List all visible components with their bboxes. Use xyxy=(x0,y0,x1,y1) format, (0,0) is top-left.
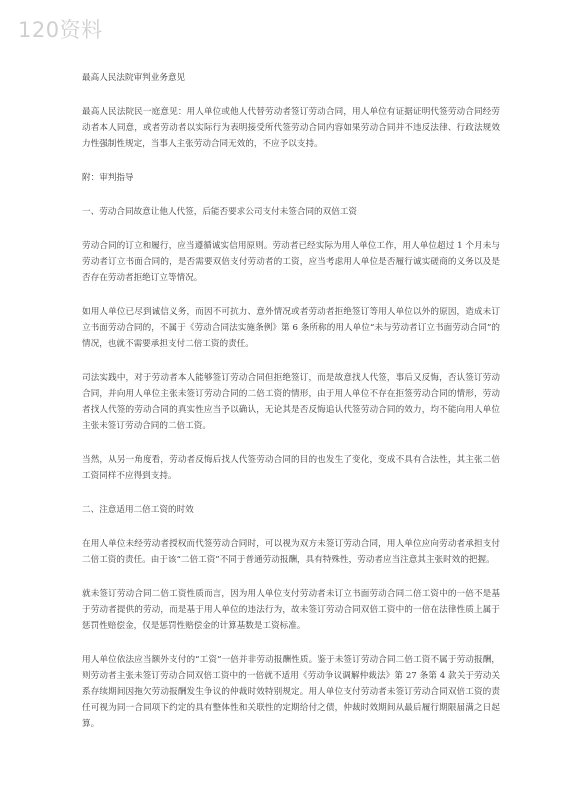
section-2-paragraph-2: 就未签订劳动合同二倍工资性质而言，因为用人单位支付劳动者未订立书面劳动合同二倍工资中的一倍不是基于劳动者提供的劳动，而是基于用人单位的违法行为，故未签订劳动合同双倍工资中的一倍在法律性质上属于惩罚性赔偿金，仅是惩罚性赔偿金的计算基数是工资标准。 xyxy=(82,589,500,631)
watermark-logo: 120资料 xyxy=(18,18,103,42)
opinion-paragraph: 最高人民法院民一庭意见：用人单位或他人代替劳动者签订劳动合同，用人单位有证据证明代签劳动合同经劳动者本人同意，或者劳动者以实际行为表明接受所代签劳动合同内容如果劳动合同并不违反法律、行政法规效力性强制性规定，当事人主张劳动合同无效的，不应予以支持。 xyxy=(82,107,500,149)
section-1-paragraph-4: 当然，从另一角度看，劳动者反悔后找人代签劳动合同的目的也发生了变化，变成不具有合法性，其主张二倍工资同样不应得到支持。 xyxy=(82,455,500,481)
section-1-paragraph-2: 如用人单位已尽到诚信义务，而因不可抗力、意外情况或者劳动者拒绝签订等用人单位以外的原因，造成未订立书面劳动合同的，不属于《劳动合同法实施条例》第 6 条所称的用人单位“未与劳动者订立书面劳动合同”的情况，也就不需要承担支付二倍工资的责任。 xyxy=(82,307,500,349)
document-title: 最高人民法院审判业务意见 xyxy=(82,73,186,83)
section-2-heading: 二、注意适用二倍工资的时效 xyxy=(82,505,194,515)
document-page xyxy=(82,70,500,750)
guide-label: 附：审判指导 xyxy=(82,173,134,183)
section-1-paragraph-3: 司法实践中，对于劳动者本人能够签订劳动合同但拒绝签订，而是故意找人代签，事后又反悔，否认签订劳动合同，并向用人单位主张未签订劳动合同的二倍工资的情形，由于用人单位不存在拒签劳动合同的情形，劳动者找人代签的劳动合同的真实性应当予以确认，无论其是否反悔追认代签劳动合同的效力，均不能向用人单位主张未签订劳动合同的二倍工资。 xyxy=(82,373,500,431)
section-2-paragraph-1: 在用人单位未经劳动者授权而代签劳动合同时，可以视为双方未签订劳动合同，用人单位应向劳动者承担支付二倍工资的责任。由于该“二倍工资”不同于普通劳动报酬，具有特殊性，劳动者应当注意其主张时效的把握。 xyxy=(82,539,500,565)
section-2-paragraph-3: 用人单位依法应当额外支付的“工资”一倍并非劳动报酬性质。鉴于未签订劳动合同二倍工资不属于劳动报酬，则劳动者主张未签订劳动合同双倍工资中的一倍就不适用《劳动争议调解仲裁法》第 27 条第 4 款关于劳动关系存续期间因拖欠劳动报酬发生争议的仲裁时效特别规定。用人单位支付劳动者未签订劳动合同双倍工资的责任可视为同一合同项下约定的具有整体性和关联性的定期给付之债，仲裁时效期间从最后履行期限届满之日起算。 xyxy=(82,655,500,729)
section-1-heading: 一、劳动合同故意让他人代签，后能否要求公司支付未签合同的双倍工资 xyxy=(82,207,358,217)
section-1-paragraph-1: 劳动合同的订立和履行，应当遵循诚实信用原则。劳动者已经实际为用人单位工作，用人单位超过 1 个月未与劳动者订立书面合同的，是否需要双倍支付劳动者的工资，应当考虑用人单位是否履行诚实磋商的义务以及是否存在劳动者拒绝订立等情况。 xyxy=(82,241,500,283)
